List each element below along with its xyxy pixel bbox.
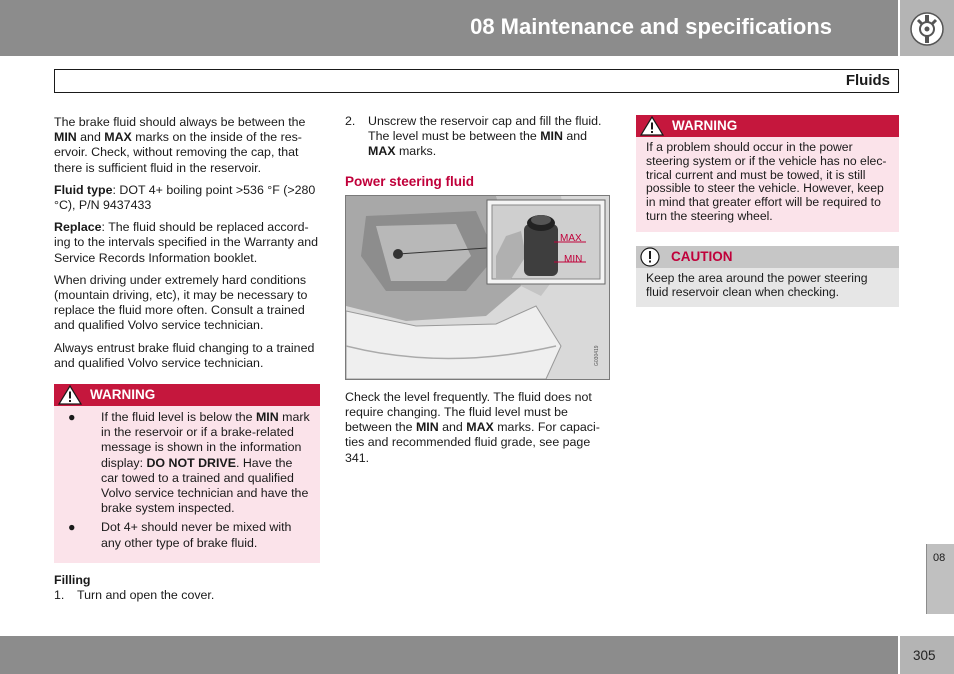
fluid-type-paragraph: Fluid type: DOT 4+ boiling point >536 °F (>280 °C), P/N 9437433	[54, 182, 316, 213]
list-item: ● If the fluid level is below the MIN mark in the reservoir or if a brake-related message is shown in the information display: DO NOT DRIVE. Have the car towed to a trained and qualified Volvo service technician and have the brake system inspected.	[62, 410, 312, 516]
warning-title: WARNING	[672, 118, 738, 134]
caution-exclamation-icon	[640, 247, 660, 267]
caution-text: Keep the area around the power steering fluid reservoir clean when checking.	[646, 270, 868, 299]
section-header	[54, 69, 899, 93]
list-item: ● Dot 4+ should never be mixed with any other type of brake fluid.	[62, 520, 312, 550]
bullet: ●	[68, 410, 76, 425]
engine-bay-illustration	[345, 195, 610, 380]
chapter-icon-box	[900, 0, 954, 56]
chapter-side-tab	[926, 544, 954, 614]
steering-warning-box	[636, 115, 899, 232]
filling-section	[54, 573, 320, 603]
replace-paragraph: Replace: The fluid should be replaced accord-ing to the intervals specified in the Warranty and Service Records Information booklet.	[54, 220, 319, 265]
wrench-gear-icon	[909, 11, 945, 47]
warning-triangle-icon	[58, 385, 82, 405]
power-steering-paragraph: Check the level frequently. The fluid does not require changing. The fluid level must be between the MIN and MAX marks. For capaci-ties and recommended fluid grade, see page 341.	[345, 389, 600, 465]
power-steering-heading: Power steering fluid	[345, 173, 475, 189]
brake-warning-box	[54, 384, 320, 563]
figure-min-label: MIN	[564, 253, 583, 265]
page-number: 305	[913, 648, 936, 663]
filling-heading: Filling	[54, 573, 91, 587]
brake-warning-list	[54, 406, 320, 563]
figure-code: G030419	[594, 345, 600, 366]
section-title: Fluids	[845, 72, 890, 89]
entrust-paragraph: Always entrust brake fluid changing to a trained and qualified Volvo service technician.	[54, 340, 315, 370]
hard-conditions-paragraph: When driving under extremely hard conditions (mountain driving, etc), it may be necessary to replace the fluid more often. Consult a trained and qualified Volvo service technician.	[54, 272, 308, 333]
filling-step-2: 2. Unscrew the reservoir cap and fill the fluid. The level must be between the MIN and MAX marks.	[345, 114, 602, 159]
steering-warning-text: If a problem should occur in the power steering system or if the vehicle has no elec-trical current and must be towed, it is still possible to steer the vehicle. However, keep in mind that greater effort will be required to turn the steering wheel.	[646, 140, 887, 223]
column-power-steering	[345, 114, 611, 473]
caution-title: CAUTION	[671, 249, 733, 265]
column-warnings	[636, 115, 899, 307]
figure-max-label: MAX	[560, 232, 582, 244]
steering-warning-header	[636, 115, 899, 137]
brake-fluid-intro: The brake fluid should always be between the MIN and MAX marks on the inside of the res-ervoir. Check, without removing the cap, that there is sufficient fluid in the reservoir.	[54, 115, 306, 175]
chapter-title: 08 Maintenance and specifications	[470, 14, 832, 39]
footer-bar	[0, 636, 898, 674]
bullet: ●	[68, 520, 76, 535]
filling-step-1: 1. Turn and open the cover.	[54, 588, 215, 603]
column-brake-fluid	[54, 115, 320, 563]
warning-triangle-icon	[640, 116, 664, 136]
brake-warning-header	[54, 384, 320, 406]
caution-header	[636, 246, 899, 268]
chapter-tab-label: 08	[933, 552, 946, 564]
caution-box	[636, 246, 899, 308]
warning-title: WARNING	[90, 387, 156, 403]
header-bar	[0, 0, 898, 56]
